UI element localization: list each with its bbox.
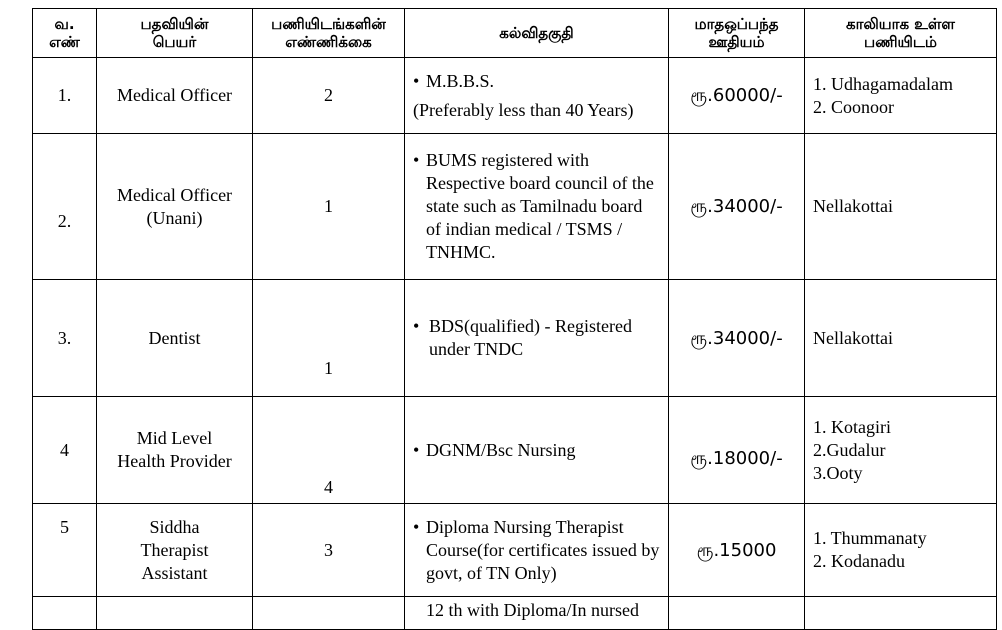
qualification-bullet: • DGNM/Bsc Nursing — [413, 439, 660, 462]
qualification-bullet: • Diploma Nursing Therapist Course(for certificates issued by govt, of TN Only) — [413, 516, 660, 585]
row-vacancy-count: 2 — [253, 58, 405, 134]
table-row — [33, 58, 997, 134]
qualification-bullet: • M.B.B.S. — [413, 70, 660, 93]
header-salary: மாதஒப்பந்த ஊதியம் — [669, 9, 805, 58]
row-salary — [669, 597, 805, 630]
row-sno: 1. — [33, 58, 97, 134]
table-row — [33, 280, 997, 397]
row-sno: 2. — [33, 134, 97, 280]
row-qualification — [405, 280, 669, 397]
header-qualification: கல்விதகுதி — [405, 9, 669, 58]
row-vacancy-count: 1 — [253, 134, 405, 280]
vacancy-table — [32, 8, 997, 630]
row-qualification — [405, 397, 669, 504]
header-vacancy-count: பணியிடங்களின் எண்ணிக்கை — [253, 9, 405, 58]
row-sno: 5 — [33, 504, 97, 597]
row-sno: 3. — [33, 280, 97, 397]
table-row-partial — [33, 597, 997, 630]
row-sno: 4 — [33, 397, 97, 504]
row-salary: ரூ.34000/- — [669, 280, 805, 397]
row-qualification — [405, 58, 669, 134]
row-post-name: Siddha Therapist Assistant — [97, 504, 253, 597]
qualification-bullet: • BDS(qualified) - Registered under TNDC — [413, 315, 660, 361]
table-row — [33, 504, 997, 597]
row-vacancy-location — [805, 597, 997, 630]
row-post-name: Medical Officer (Unani) — [97, 134, 253, 280]
row-vacancy-location: 1. Thummanaty 2. Kodanadu — [805, 504, 997, 597]
row-post-name — [97, 597, 253, 630]
row-vacancy-count: 1 — [253, 280, 405, 397]
row-vacancy-location: 1. Udhagamadalam 2. Coonoor — [805, 58, 997, 134]
row-vacancy-count: 4 — [253, 397, 405, 504]
row-vacancy-location: Nellakottai — [805, 280, 997, 397]
row-vacancy-count — [253, 597, 405, 630]
row-vacancy-location: Nellakottai — [805, 134, 997, 280]
row-post-name: Medical Officer — [97, 58, 253, 134]
row-post-name: Dentist — [97, 280, 253, 397]
row-qualification — [405, 504, 669, 597]
header-row — [33, 9, 997, 58]
row-post-name: Mid Level Health Provider — [97, 397, 253, 504]
table-row — [33, 134, 997, 280]
row-vacancy-location: 1. Kotagiri 2.Gudalur 3.Ooty — [805, 397, 997, 504]
qualification-bullet: • BUMS registered with Respective board council of the state such as Tamilnadu board of indian medical / TSMS / TNHMC. — [413, 149, 660, 264]
row-qualification — [405, 134, 669, 280]
row-salary: ரூ.15000 — [669, 504, 805, 597]
header-sno: வ. எண் — [33, 9, 97, 58]
row-salary: ரூ.34000/- — [669, 134, 805, 280]
table-row — [33, 397, 997, 504]
row-qualification — [405, 597, 669, 630]
row-salary: ரூ.60000/- — [669, 58, 805, 134]
row-vacancy-count: 3 — [253, 504, 405, 597]
row-salary: ரூ.18000/- — [669, 397, 805, 504]
row-sno — [33, 597, 97, 630]
header-vacancy-location: காலியாக உள்ள பணியிடம் — [805, 9, 997, 58]
qualification-note: (Preferably less than 40 Years) — [413, 99, 634, 120]
partial-qualification-text: 12 th with Diploma/In nursed — [426, 600, 639, 620]
header-post-name: பதவியின் பெயர் — [97, 9, 253, 58]
